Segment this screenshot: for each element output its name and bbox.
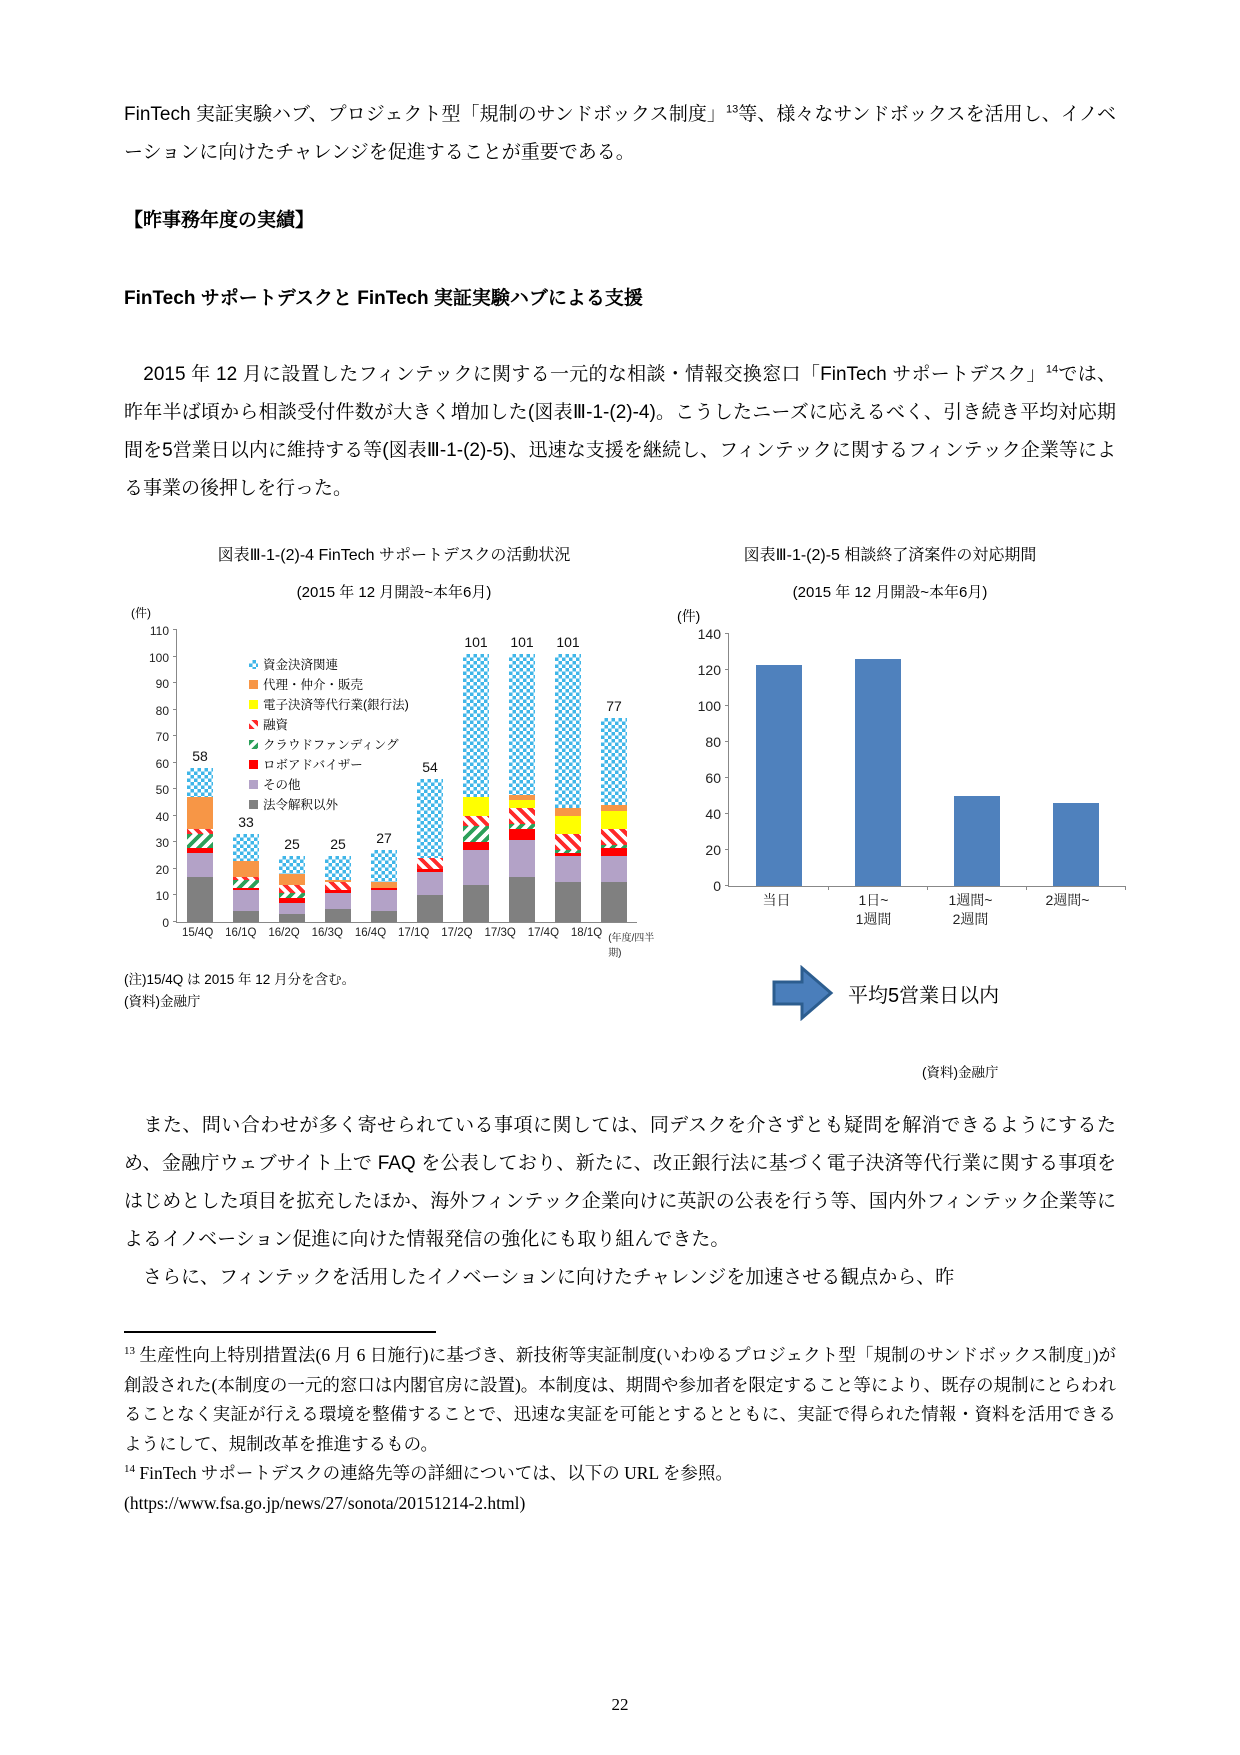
legend-marker xyxy=(249,760,258,769)
y-tick-label: 120 xyxy=(697,662,721,678)
y-tick-label: 90 xyxy=(155,677,169,692)
bar-segment xyxy=(279,885,305,893)
legend-label: 代理・仲介・販売 xyxy=(263,678,364,692)
bar-segment xyxy=(279,856,305,875)
bar-segment xyxy=(463,885,489,922)
stacked-bar xyxy=(417,779,443,922)
bar-segment xyxy=(555,834,581,850)
bar-segment xyxy=(279,914,305,922)
x-tick-label: 16/1Q xyxy=(225,927,257,939)
page-number: 22 xyxy=(611,1695,629,1714)
paragraph-supportdesk-text-cont: では、昨年半ば頃から相談受付件数が大きく増加した(図表Ⅲ-1-(2)-4)。こうしたニーズに応えるべく、引き続き平均対応期間を5営業日以内に維持する等(図表Ⅲ-1-(2)-5)、迅速な支援を継続し、フィンテックに関するフィンテック企業等による事業の後押しを行った。 xyxy=(124,364,1116,499)
y-tick-label: 20 xyxy=(155,862,169,877)
footnote-13-marker: 13 xyxy=(124,1345,135,1358)
y-tick-mark xyxy=(173,868,177,869)
bar-segment xyxy=(555,856,581,883)
stacked-bar xyxy=(371,850,397,922)
x-axis-unit-label: (年度/四半期) xyxy=(608,933,655,959)
x-tick-label: 17/4Q xyxy=(527,927,560,939)
bar-segment xyxy=(463,850,489,885)
legend-marker xyxy=(249,780,258,789)
bar-segment xyxy=(371,890,397,911)
legend-label: クラウドファンディング xyxy=(263,738,399,752)
y-tick-label: 30 xyxy=(155,836,169,851)
x-tick-label: 17/1Q xyxy=(398,927,430,939)
x-tick-label: 17/2Q xyxy=(441,927,473,939)
y-tick-mark xyxy=(173,735,177,736)
y-tick-mark xyxy=(725,741,729,742)
bar-segment xyxy=(233,861,259,877)
y-tick-label: 80 xyxy=(155,703,169,718)
legend-item xyxy=(249,654,409,674)
bar-segment xyxy=(509,840,535,877)
legend-label: 融資 xyxy=(263,718,289,732)
y-tick-label: 10 xyxy=(155,889,169,904)
bar-segment xyxy=(325,893,351,909)
y-tick-mark xyxy=(173,841,177,842)
paragraph-faq: また、問い合わせが多く寄せられている事項に関しては、同デスクを介さずとも疑問を解消できるようにするため、金融庁ウェブサイト上で FAQ を公表しており、新たに、改正銀行法に基づく電子決済等代行業に関する事項をはじめとした項目を拡充したほか、海外フィンテック企業向けに英訳の公表を行う等、国内外フィンテック企業等によるイノベーション促進に向けた情報発信の強化にも取り組んできた。 xyxy=(124,1115,1116,1250)
bar-plot xyxy=(677,608,1125,894)
y-tick-mark xyxy=(725,885,729,886)
legend-item xyxy=(249,794,409,814)
y-tick-label: 80 xyxy=(705,734,721,750)
bar-value-label: 77 xyxy=(606,697,622,714)
y-tick-label: 70 xyxy=(155,730,169,745)
bar-segment xyxy=(371,850,397,882)
bar-segment xyxy=(555,816,581,835)
y-tick-label: 140 xyxy=(697,626,721,642)
bar-segment xyxy=(187,853,213,877)
figure-right-note: (資料)金融庁 xyxy=(922,1065,999,1080)
figure-supportdesk-activity xyxy=(124,544,664,1081)
x-tick-label: 15/4Q xyxy=(181,927,214,939)
bar-segment xyxy=(601,718,627,806)
y-axis-unit-label: (件) xyxy=(131,606,151,620)
figures-row xyxy=(124,544,1116,1081)
y-axis-unit-label: (件) xyxy=(677,608,701,624)
bar-value-label: 27 xyxy=(376,830,392,847)
footnotes xyxy=(124,1341,1116,1518)
bar-segment xyxy=(187,797,213,829)
bar-value-label: 101 xyxy=(510,633,534,650)
stacked-bar-chart-area xyxy=(131,606,664,959)
y-tick-label: 20 xyxy=(705,842,721,858)
paragraph-supportdesk-text: 2015 年 12 月に設置したフィンテックに関する一元的な相談・情報交換窓口「FinTech サポートデスク」 xyxy=(124,364,1046,385)
bar-segment xyxy=(463,842,489,850)
x-tick-label: 1週間~ 2週間 xyxy=(948,892,993,927)
y-tick-mark xyxy=(725,813,729,814)
paragraph-further: さらに、フィンテックを活用したイノベーションに向けたチャレンジを加速させる観点から、昨 xyxy=(124,1267,955,1288)
x-tick-mark xyxy=(1125,886,1126,890)
footnote-ref-14: 14 xyxy=(1045,363,1059,376)
y-tick-mark xyxy=(173,921,177,922)
footnote-14-marker: 14 xyxy=(124,1463,135,1476)
bar-segment xyxy=(601,848,627,856)
footnote-separator xyxy=(124,1331,436,1333)
bar-segment xyxy=(417,895,443,922)
stacked-bar xyxy=(279,856,305,922)
right-arrow-icon xyxy=(772,965,834,1021)
stacked-bar xyxy=(509,654,535,922)
y-tick-mark xyxy=(173,788,177,789)
paragraph-intro xyxy=(124,96,1116,172)
bar-value-label: 33 xyxy=(238,814,254,831)
stacked-bar xyxy=(555,654,581,922)
stacked-bar-xlabels xyxy=(176,927,664,959)
bar-segment xyxy=(233,890,259,911)
legend-item xyxy=(249,674,409,694)
legend-label: 電子決済等代行業(銀行法) xyxy=(263,698,409,712)
bar-segment xyxy=(601,856,627,883)
bar-segment xyxy=(233,834,259,861)
footnote-14-text: FinTech サポートデスクの連絡先等の詳細については、以下の URL を参照。 xyxy=(139,1463,733,1483)
paragraph-intro-text: FinTech 実証実験ハブ、プロジェクト型「規制のサンドボックス制度」 xyxy=(124,104,726,125)
bar-value-label: 25 xyxy=(284,835,300,852)
x-tick-label: 18/1Q xyxy=(570,927,603,939)
bar-segment xyxy=(463,797,489,816)
legend-marker xyxy=(249,660,258,669)
bar-segment xyxy=(187,768,213,797)
bar-segment xyxy=(325,882,351,890)
bar-chart-area xyxy=(677,608,1116,929)
y-tick-mark xyxy=(725,849,729,850)
y-tick-label: 0 xyxy=(162,916,169,930)
x-tick-label: 当日 xyxy=(762,892,791,908)
sub-heading: FinTech サポートデスクと FinTech 実証実験ハブによる支援 xyxy=(124,288,643,309)
legend-label: 資金決済関連 xyxy=(263,658,339,672)
x-tick-label: 2週間~ xyxy=(1045,892,1090,908)
y-tick-label: 40 xyxy=(705,806,721,822)
y-tick-mark xyxy=(173,815,177,816)
x-tick-label: 16/4Q xyxy=(354,927,387,939)
legend-label: ロボアドバイザー xyxy=(263,758,363,772)
stacked-bar-plot xyxy=(131,606,637,930)
y-tick-label: 100 xyxy=(148,650,169,665)
y-tick-mark xyxy=(173,682,177,683)
bar xyxy=(1053,803,1099,886)
y-tick-mark xyxy=(173,709,177,710)
bar-segment xyxy=(463,826,489,842)
bar-segment xyxy=(601,882,627,922)
stacked-bar-chart xyxy=(124,606,664,959)
figure-response-period xyxy=(664,544,1116,1081)
bar-segment xyxy=(601,811,627,830)
bar-segment xyxy=(417,872,443,896)
bar-segment xyxy=(417,779,443,859)
y-tick-label: 60 xyxy=(155,756,169,771)
stacked-bar xyxy=(187,768,213,922)
annotation-label: 平均5営業日以内 xyxy=(848,984,1000,1007)
bar-xlabels xyxy=(728,891,1116,929)
figure-left-note-1: (注)15/4Q は 2015 年 12 月分を含む。 xyxy=(124,972,356,987)
bar-value-label: 101 xyxy=(464,633,488,650)
y-tick-label: 0 xyxy=(713,878,721,894)
footnote-14-url: (https://www.fsa.go.jp/news/27/sonota/20151214-2.html) xyxy=(124,1492,526,1513)
bar-segment xyxy=(463,816,489,827)
legend-item xyxy=(249,754,409,774)
figure-left-title: 図表Ⅲ-1-(2)-4 FinTech サポートデスクの活動状況 xyxy=(217,547,571,564)
figure-left-notes xyxy=(124,969,664,1013)
bar-segment xyxy=(509,800,535,808)
y-tick-mark xyxy=(725,705,729,706)
y-tick-mark xyxy=(725,669,729,670)
x-tick-label: 16/3Q xyxy=(311,927,343,939)
legend-marker xyxy=(249,720,258,729)
y-tick-mark xyxy=(173,629,177,630)
stacked-bar xyxy=(325,856,351,922)
bar-segment xyxy=(555,808,581,816)
legend-item xyxy=(249,734,409,754)
legend-label: 法令解釈以外 xyxy=(263,798,339,812)
y-tick-mark xyxy=(173,894,177,895)
legend-marker xyxy=(249,800,258,809)
x-tick-mark xyxy=(1026,886,1027,890)
legend-marker xyxy=(249,680,258,689)
bar-segment xyxy=(279,874,305,885)
y-tick-label: 50 xyxy=(155,783,169,798)
bar-segment xyxy=(233,911,259,922)
bar-value-label: 58 xyxy=(192,748,208,765)
footnote-13 xyxy=(124,1341,1116,1459)
bar-chart xyxy=(664,608,1116,929)
legend-marker xyxy=(249,700,258,709)
bar-segment xyxy=(233,880,259,888)
bar-segment xyxy=(187,834,213,847)
y-tick-label: 110 xyxy=(149,624,169,638)
y-tick-label: 60 xyxy=(705,770,721,786)
legend-marker xyxy=(249,740,258,749)
bar-value-label: 54 xyxy=(422,758,438,775)
section-heading: 【昨事務年度の実績】 xyxy=(124,210,315,231)
y-tick-mark xyxy=(173,656,177,657)
bar-value-label: 101 xyxy=(556,633,580,650)
bar-segment xyxy=(371,911,397,922)
bar-segment xyxy=(509,654,535,795)
footnote-13-text: 生産性向上特別措置法(6 月 6 日施行)に基づき、新技術等実証制度(いわゆるプロジェクト型「規制のサンドボックス制度」)が創設された(本制度の一元的窓口は内閣官房に設置)。本制度は、期間や参加者を限定すること等により、既存の規制にとらわれることなく実証が行える環境を整備することで、迅速な実証を可能とするとともに、実証で得られた情報・資料を活用できるようにして、規制改革を推進するもの。 xyxy=(124,1345,1116,1454)
bar-segment xyxy=(463,654,489,797)
bar-segment xyxy=(417,858,443,869)
bar xyxy=(954,796,1000,886)
paragraph-supportdesk xyxy=(124,356,1116,508)
y-tick-mark xyxy=(725,777,729,778)
bar-segment xyxy=(325,856,351,880)
bar-segment xyxy=(601,829,627,845)
legend-label: その他 xyxy=(263,778,301,792)
bar-value-label: 25 xyxy=(330,835,346,852)
legend-item xyxy=(249,694,409,714)
legend-item xyxy=(249,774,409,794)
x-tick-label: 17/3Q xyxy=(484,927,516,939)
x-tick-label: 16/2Q xyxy=(268,927,300,939)
stacked-bar xyxy=(233,834,259,922)
bar-segment xyxy=(509,808,535,824)
bar-segment xyxy=(509,877,535,922)
bar-segment xyxy=(279,903,305,914)
bar xyxy=(756,665,802,886)
bar-segment xyxy=(555,882,581,922)
legend-item xyxy=(249,714,409,734)
y-tick-label: 100 xyxy=(697,698,721,714)
bar xyxy=(855,659,901,886)
figure-left-subtitle: (2015 年 12 月開設~本年6月) xyxy=(296,584,492,601)
x-tick-label: 1日~ 1週間 xyxy=(855,892,892,927)
x-tick-mark xyxy=(927,886,928,890)
bar-segment xyxy=(509,829,535,840)
figure-right-title: 図表Ⅲ-1-(2)-5 相談終了済案件の対応期間 xyxy=(743,547,1037,564)
figure-left-note-2: (資料)金融庁 xyxy=(124,994,201,1009)
bar-segment xyxy=(187,877,213,922)
stacked-bar xyxy=(601,718,627,922)
y-tick-mark xyxy=(725,633,729,634)
footnote-14 xyxy=(124,1459,1116,1489)
bar-segment xyxy=(325,909,351,922)
y-tick-label: 40 xyxy=(155,809,169,824)
figure-right-subtitle: (2015 年 12 月開設~本年6月) xyxy=(792,584,988,601)
footnote-ref-13: 13 xyxy=(725,103,739,116)
stacked-bar xyxy=(463,654,489,922)
annotation-row xyxy=(772,965,1116,1021)
paragraph-intro-text-cont: 等、様々なサンドボックスを活用し、イノベーションに向けたチャレンジを促進することが重要である。 xyxy=(124,104,1116,163)
chart-legend xyxy=(249,654,409,814)
bar-segment xyxy=(555,654,581,808)
x-tick-mark xyxy=(828,886,829,890)
